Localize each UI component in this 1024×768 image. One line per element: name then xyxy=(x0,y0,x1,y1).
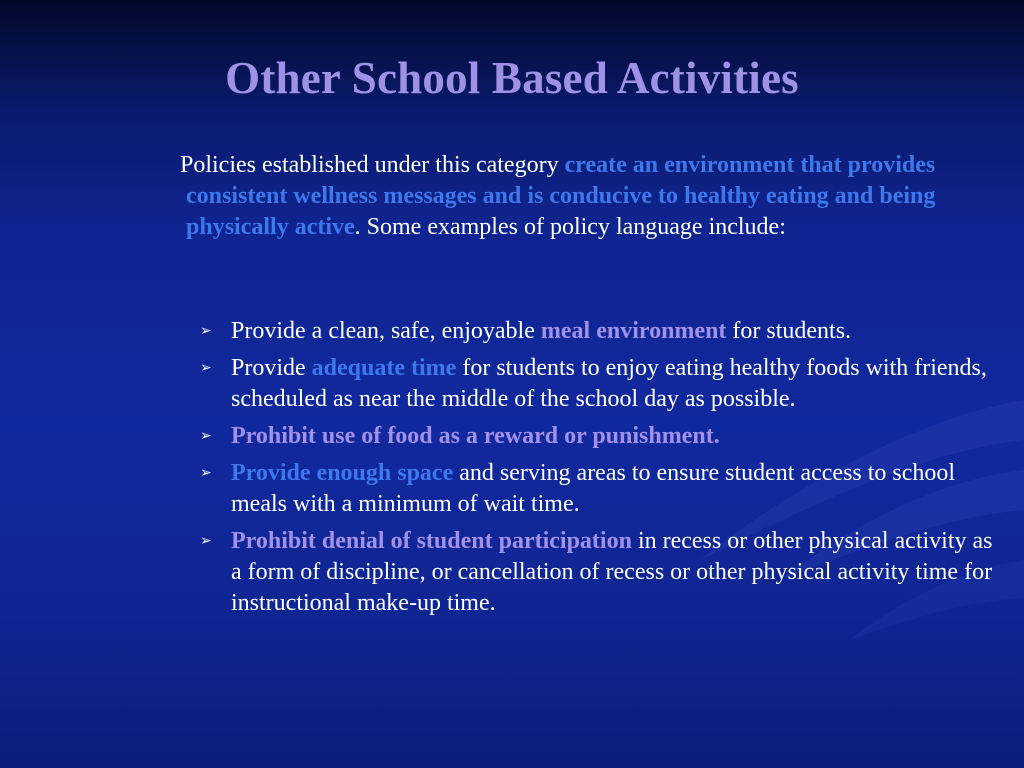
list-item xyxy=(200,421,1000,452)
bullet-text-end: and serving areas to ensure student access to school meals with a minimum of wait time. xyxy=(231,460,956,517)
arrowhead-bullet-icon: ➢ xyxy=(200,428,212,444)
intro-paragraph xyxy=(180,150,996,243)
arrowhead-bullet-icon: ➢ xyxy=(200,360,212,376)
bullet-text-end: in recess or other physical activity as a form of discipline, or cancellation of recess or other physical activity time for instructional make-up time. xyxy=(231,528,993,616)
list-item xyxy=(200,316,1000,347)
arrowhead-bullet-icon: ➢ xyxy=(200,533,212,549)
intro-highlight: create an environment that provides consistent wellness messages and is conducive to healthy eating and being physically active xyxy=(186,152,936,240)
list-item xyxy=(200,353,1000,415)
bullet-text-end: for students to enjoy eating healthy foods with friends, scheduled as near the middle of the school day as possible. xyxy=(231,355,987,412)
bullet-text-end: for students. xyxy=(726,318,852,344)
list-item xyxy=(200,458,1000,520)
bullet-text-start: Provide xyxy=(231,355,312,381)
bullet-highlight: Prohibit use of food as a reward or punishment. xyxy=(231,423,720,449)
bullet-highlight: adequate time xyxy=(311,355,457,381)
intro-text-start: Policies established under this category xyxy=(180,152,565,178)
policy-examples-list xyxy=(200,316,1000,625)
intro-text-end: . Some examples of policy language include: xyxy=(354,214,786,240)
slide-title: Other School Based Activities xyxy=(225,53,799,103)
bullet-text-start: Provide a clean, safe, enjoyable xyxy=(231,318,541,344)
arrowhead-bullet-icon: ➢ xyxy=(200,323,212,339)
bullet-highlight: Prohibit denial of student participation xyxy=(231,528,632,554)
bullet-highlight: meal environment xyxy=(540,318,727,344)
arrowhead-bullet-icon: ➢ xyxy=(200,465,212,481)
list-item xyxy=(200,526,1000,619)
bullet-highlight: Provide enough space xyxy=(231,460,454,486)
